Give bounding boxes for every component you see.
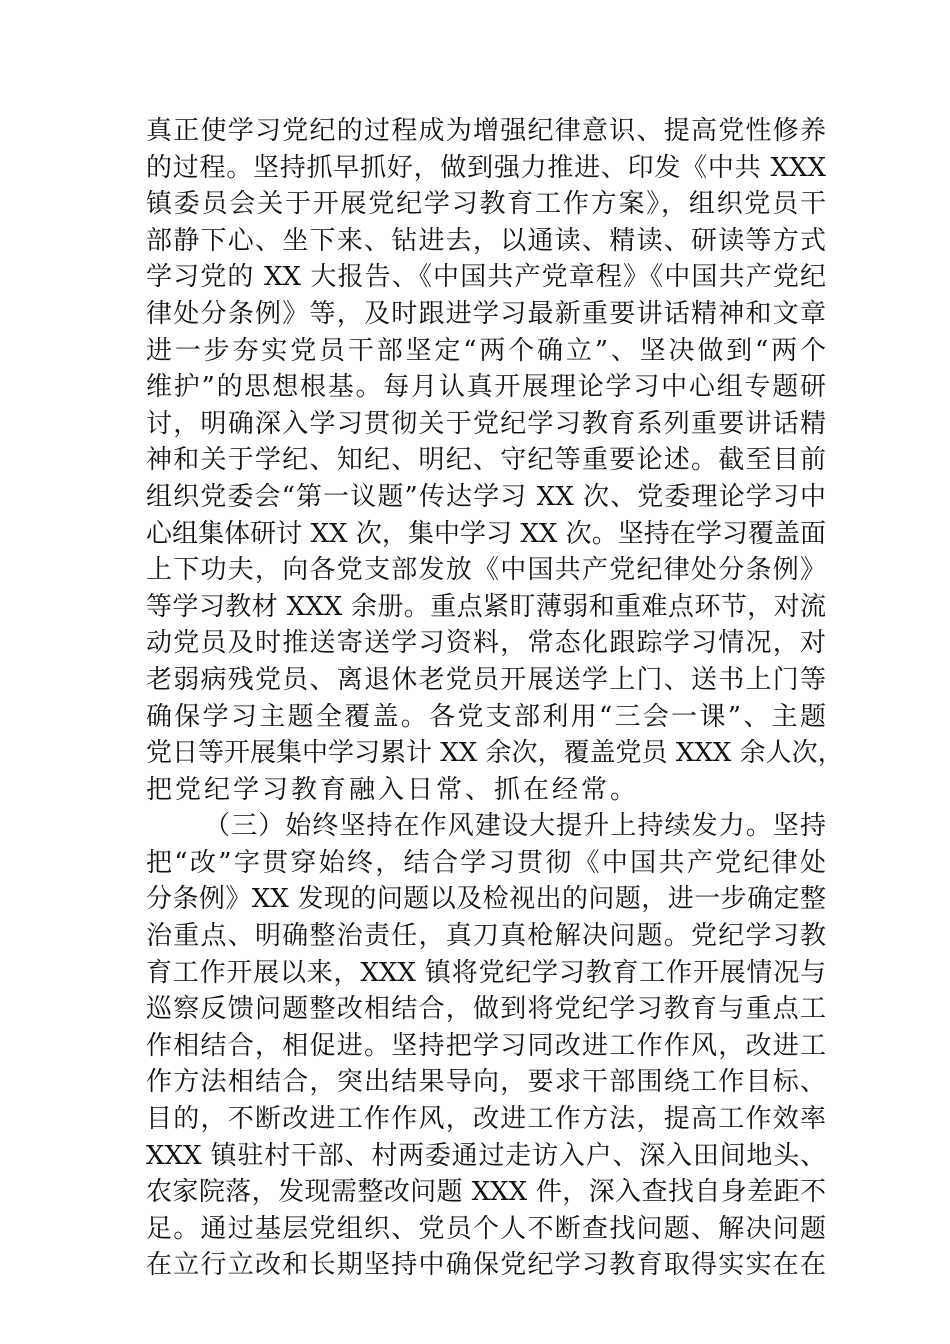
text-line: 足。通过基层党组织、党员个人不断查找问题、解决问题 (146, 1213, 826, 1244)
text-line: 农家院落，发现需整改问题 XXX 件，深入查找自身差距不 (146, 1177, 826, 1208)
text-line: 把党纪学习教育融入日常、抓在经常。 (146, 774, 640, 805)
text-line: 分条例》XX 发现的问题以及检视出的问题，进一步确定整 (146, 884, 826, 915)
text-line: 作方法相结合，突出结果导向，要求干部围绕工作目标、 (146, 1067, 826, 1098)
text-line: 神和关于学纪、知纪、明纪、守纪等重要论述。截至目前 (146, 445, 826, 476)
text-line: 进一步夯实党员干部坚定“两个确立”、坚决做到“两个 (146, 335, 826, 366)
text-line: 部静下心、坐下来、钻进去，以通读、精读、研读等方式 (146, 225, 826, 256)
text-line: 等学习教材 XXX 余册。重点紧盯薄弱和重难点环节，对流 (146, 591, 826, 622)
text-line: 律处分条例》等，及时跟进学习最新重要讲话精神和文章 (146, 298, 826, 329)
text-line: 目的，不断改进工作作风，改进工作方法，提高工作效率 (146, 1104, 826, 1135)
text-line: 育工作开展以来，XXX 镇将党纪学习教育工作开展情况与 (146, 957, 826, 988)
text-line: 党日等开展集中学习累计 XX 余次，覆盖党员 XXX 余人次， (146, 738, 844, 769)
text-line: XXX 镇驻村干部、村两委通过走访入户、深入田间地头、 (146, 1140, 826, 1171)
text-line: 作相结合，相促进。坚持把学习同改进工作作风，改进工 (146, 1030, 826, 1061)
text-line: 在立行立改和长期坚持中确保党纪学习教育取得实实在在 (146, 1250, 826, 1281)
text-line: 组织党委会“第一议题”传达学习 XX 次、党委理论学习中 (146, 481, 826, 512)
text-line: 上下功夫，向各党支部发放《中国共产党纪律处分条例》 (146, 555, 826, 586)
text-line: 确保学习主题全覆盖。各党支部利用“三会一课”、主题 (146, 701, 826, 732)
text-line: 治重点、明确整治责任，真刀真枪解决问题。党纪学习教 (146, 921, 826, 952)
text-line: 把“改”字贯穿始终，结合学习贯彻《中国共产党纪律处 (146, 847, 826, 878)
text-line: 真正使学习党纪的过程成为增强纪律意识、提高党性修养 (146, 116, 826, 146)
text-line: 镇委员会关于开展党纪学习教育工作方案》，组织党员干 (146, 189, 826, 220)
text-line: 心组集体研讨 XX 次，集中学习 XX 次。坚持在学习覆盖面 (146, 518, 826, 549)
text-line: 学习党的 XX 大报告、《中国共产党章程》《中国共产党纪 (146, 262, 826, 293)
text-line: 维护”的思想根基。每月认真开展理论学习中心组专题研 (146, 372, 826, 403)
text-line: 动党员及时推送寄送学习资料，常态化跟踪学习情况，对 (146, 628, 826, 659)
section-heading-line: （三）始终坚持在作风建设大提升上持续发力。坚持 (204, 811, 826, 842)
text-line: 的过程。坚持抓早抓好，做到强力推进、印发《中共 XXX (146, 152, 826, 183)
body-text (146, 113, 844, 1284)
text-line: 老弱病残党员、离退休老党员开展送学上门、送书上门等 (146, 664, 826, 695)
text-line: 讨，明确深入学习贯彻关于党纪学习教育系列重要讲话精 (146, 408, 826, 439)
text-line: 巡察反馈问题整改相结合，做到将党纪学习教育与重点工 (146, 994, 826, 1025)
